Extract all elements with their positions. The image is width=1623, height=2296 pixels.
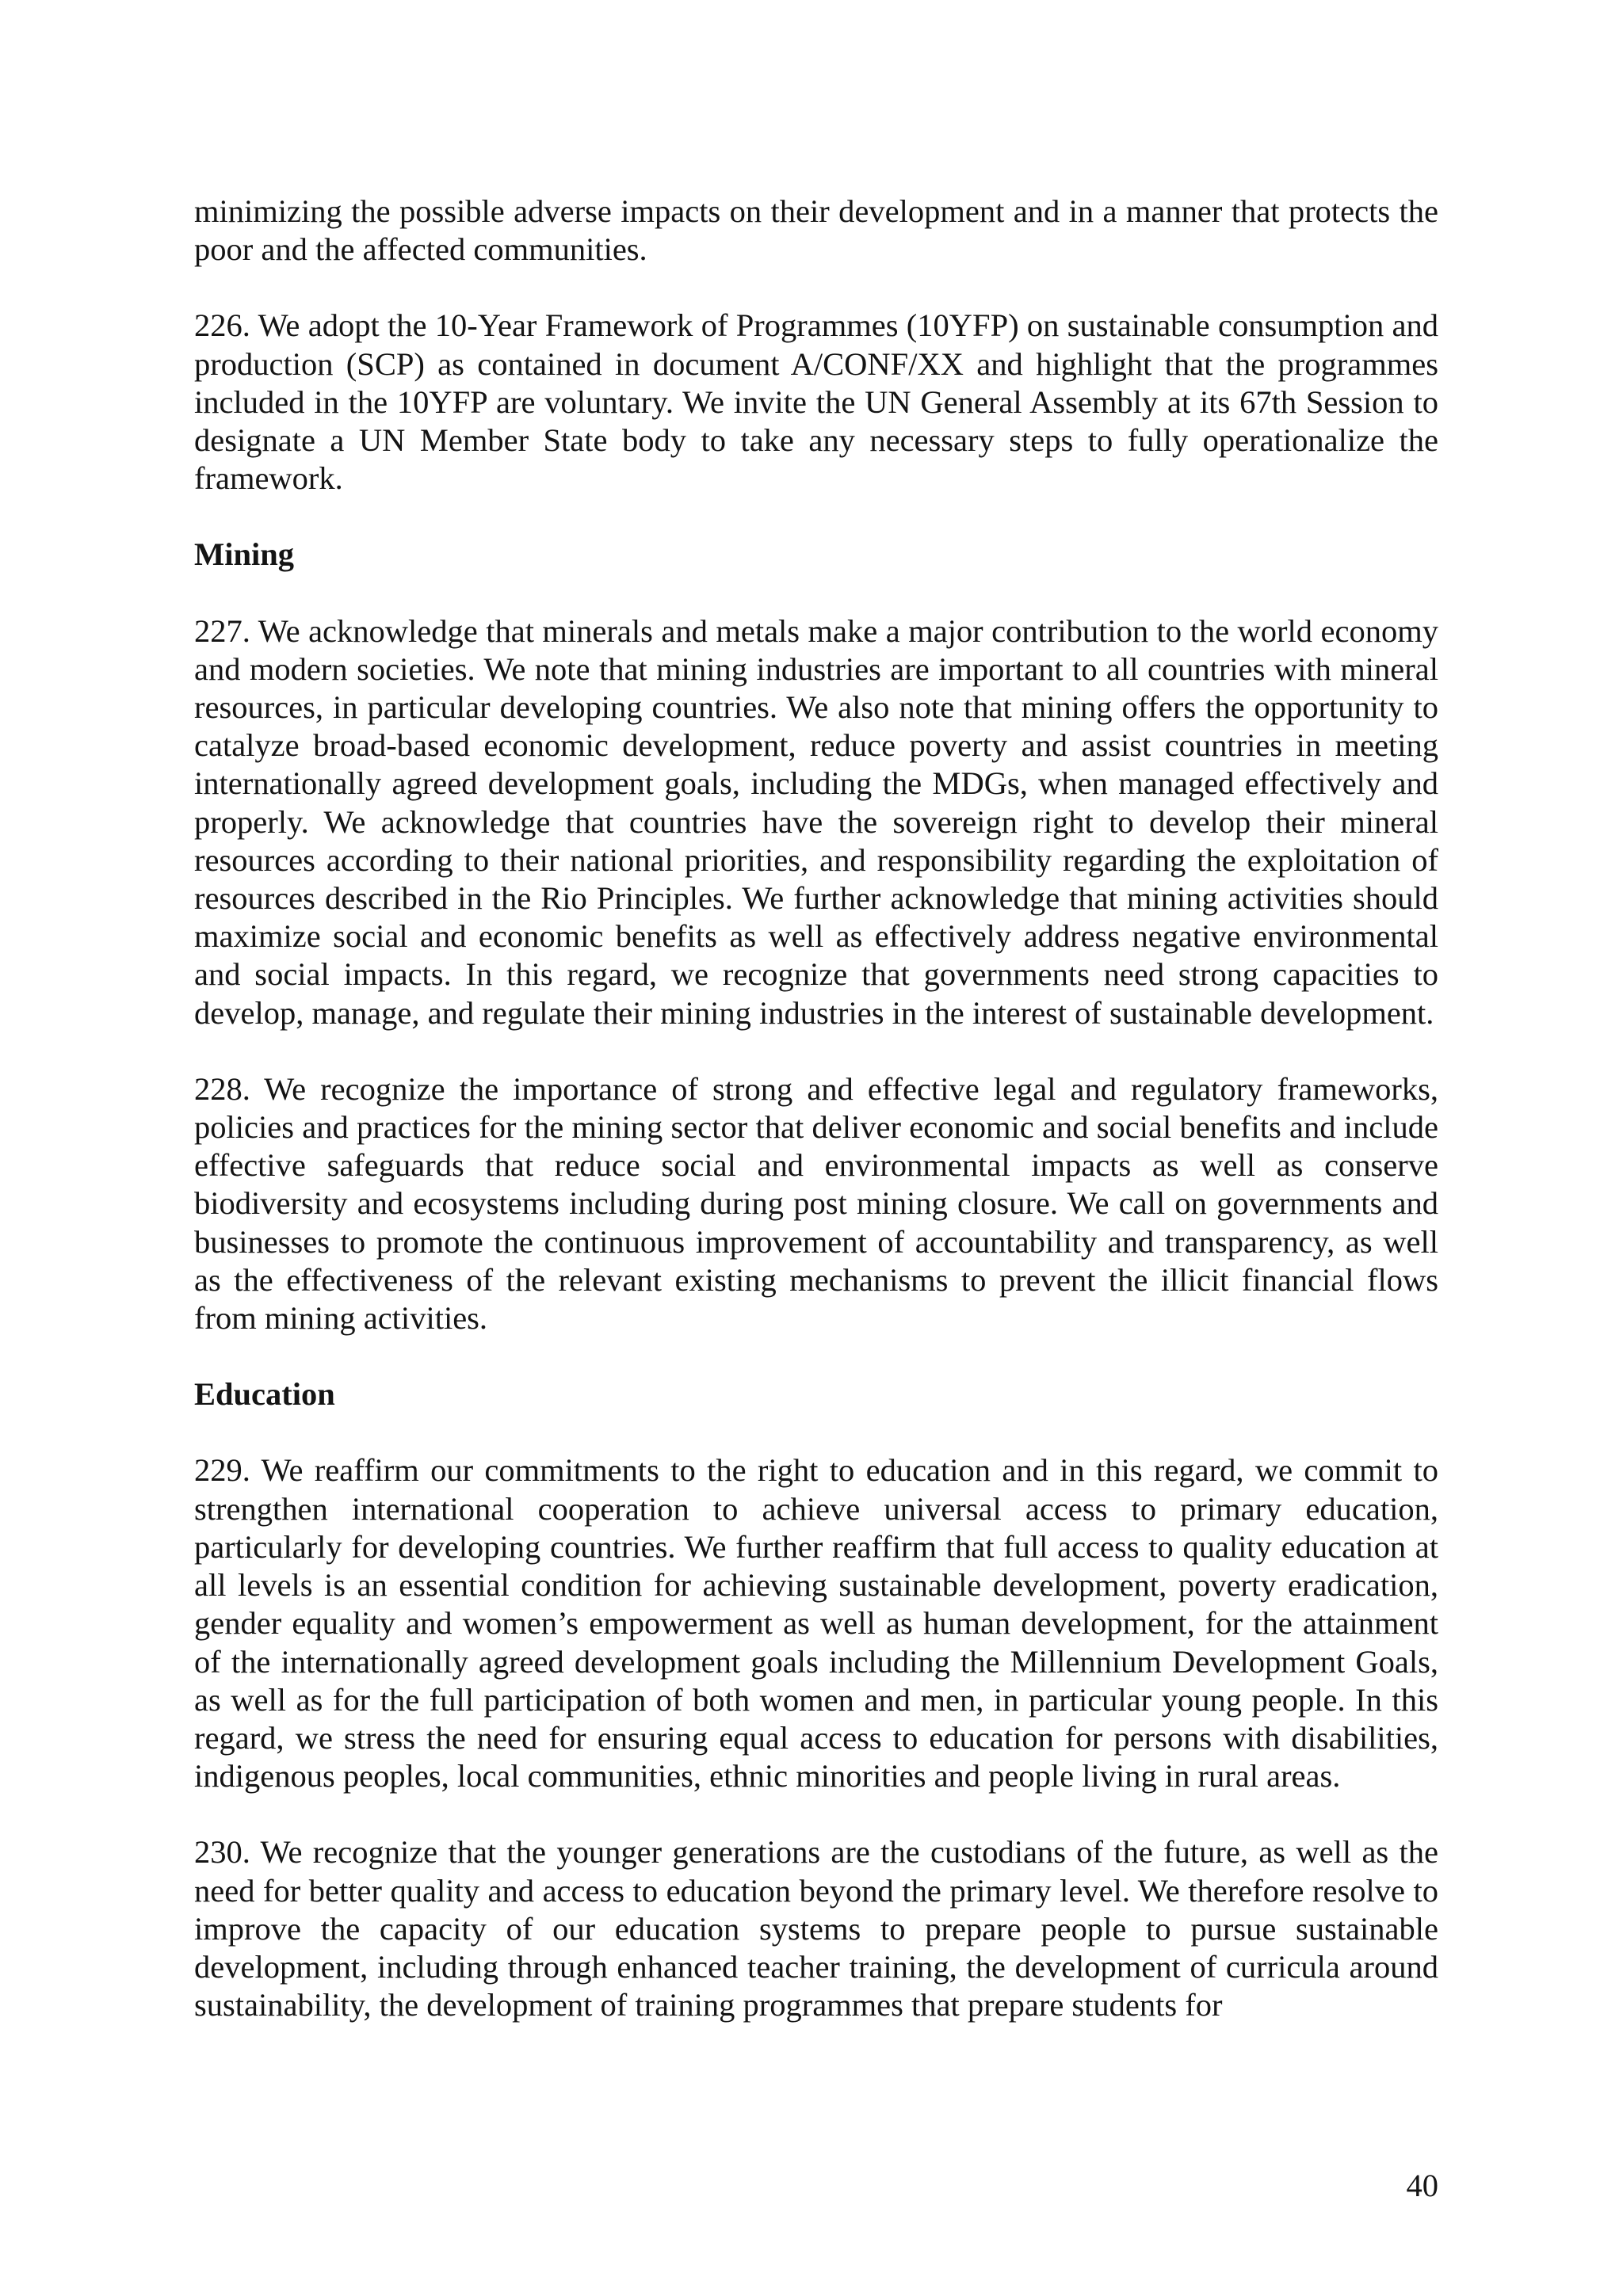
- paragraph-227: 227. We acknowledge that minerals and metals make a major contribution to the world economy and modern societies. We note that mining industries are important to all countries with mineral resources, in particular developing countries. We also note that mining offers the opportunity to catalyze broad-based economic development, reduce poverty and assist countries in meeting internationally agreed development goals, including the MDGs, when managed effectively and properly. We acknowledge that countries have the sovereign right to develop their mineral resources according to their national priorities, and responsibility regarding the exploitation of resources described in the Rio Principles. We further acknowledge that mining activities should maximize social and economic benefits as well as effectively address negative environmental and social impacts. In this regard, we recognize that governments need strong capacities to develop, manage, and regulate their mining industries in the interest of sustainable development.: [194, 612, 1438, 1031]
- document-body: [194, 193, 1438, 2062]
- page-number: 40: [1406, 2168, 1438, 2203]
- paragraph-226: 226. We adopt the 10-Year Framework of Programmes (10YFP) on sustainable consumption and production (SCP) as contained in document A/CONF/XX and highlight that the programmes included in the 10YFP are voluntary. We invite the UN General Assembly at its 67th Session to designate a UN Member State body to take any necessary steps to fully operationalize the framework.: [194, 307, 1438, 497]
- section-heading-mining: Mining: [194, 536, 295, 573]
- paragraph-229: 229. We reaffirm our commitments to the right to education and in this regard, we commit to strengthen international cooperation to achieve universal access to primary education, particularly for developing countries. We further reaffirm that full access to quality education at all levels is an essential condition for achieving sustainable development, poverty eradication, gender equality and women’s empowerment as well as human development, for the attainment of the internationally agreed development goals including the Millennium Development Goals, as well as for the full participation of both women and men, in particular young people. In this regard, we stress the need for ensuring equal access to education for persons with disabilities, indigenous peoples, local communities, ethnic minorities and people living in rural areas.: [194, 1452, 1438, 1794]
- paragraph-228: 228. We recognize the importance of strong and effective legal and regulatory frameworks, policies and practices for the mining sector that deliver economic and social benefits and include effective safeguards that reduce social and environmental impacts as well as conserve biodiversity and ecosystems including during post mining closure. We call on governments and businesses to promote the continuous improvement of accountability and transparency, as well as the effectiveness of the relevant existing mechanisms to prevent the illicit financial flows from mining activities.: [194, 1070, 1438, 1337]
- section-heading-education: Education: [194, 1376, 335, 1413]
- paragraph-continuation: minimizing the possible adverse impacts on their development and in a manner that protects the poor and the affected communities.: [194, 193, 1438, 268]
- paragraph-230: 230. We recognize that the younger generations are the custodians of the future, as well as the need for better quality and access to education beyond the primary level. We therefore resolve to improve the capacity of our education systems to prepare people to pursue sustainable development, including through enhanced teacher training, the development of curricula around sustainability, the development of training programmes that prepare students for: [194, 1834, 1438, 2023]
